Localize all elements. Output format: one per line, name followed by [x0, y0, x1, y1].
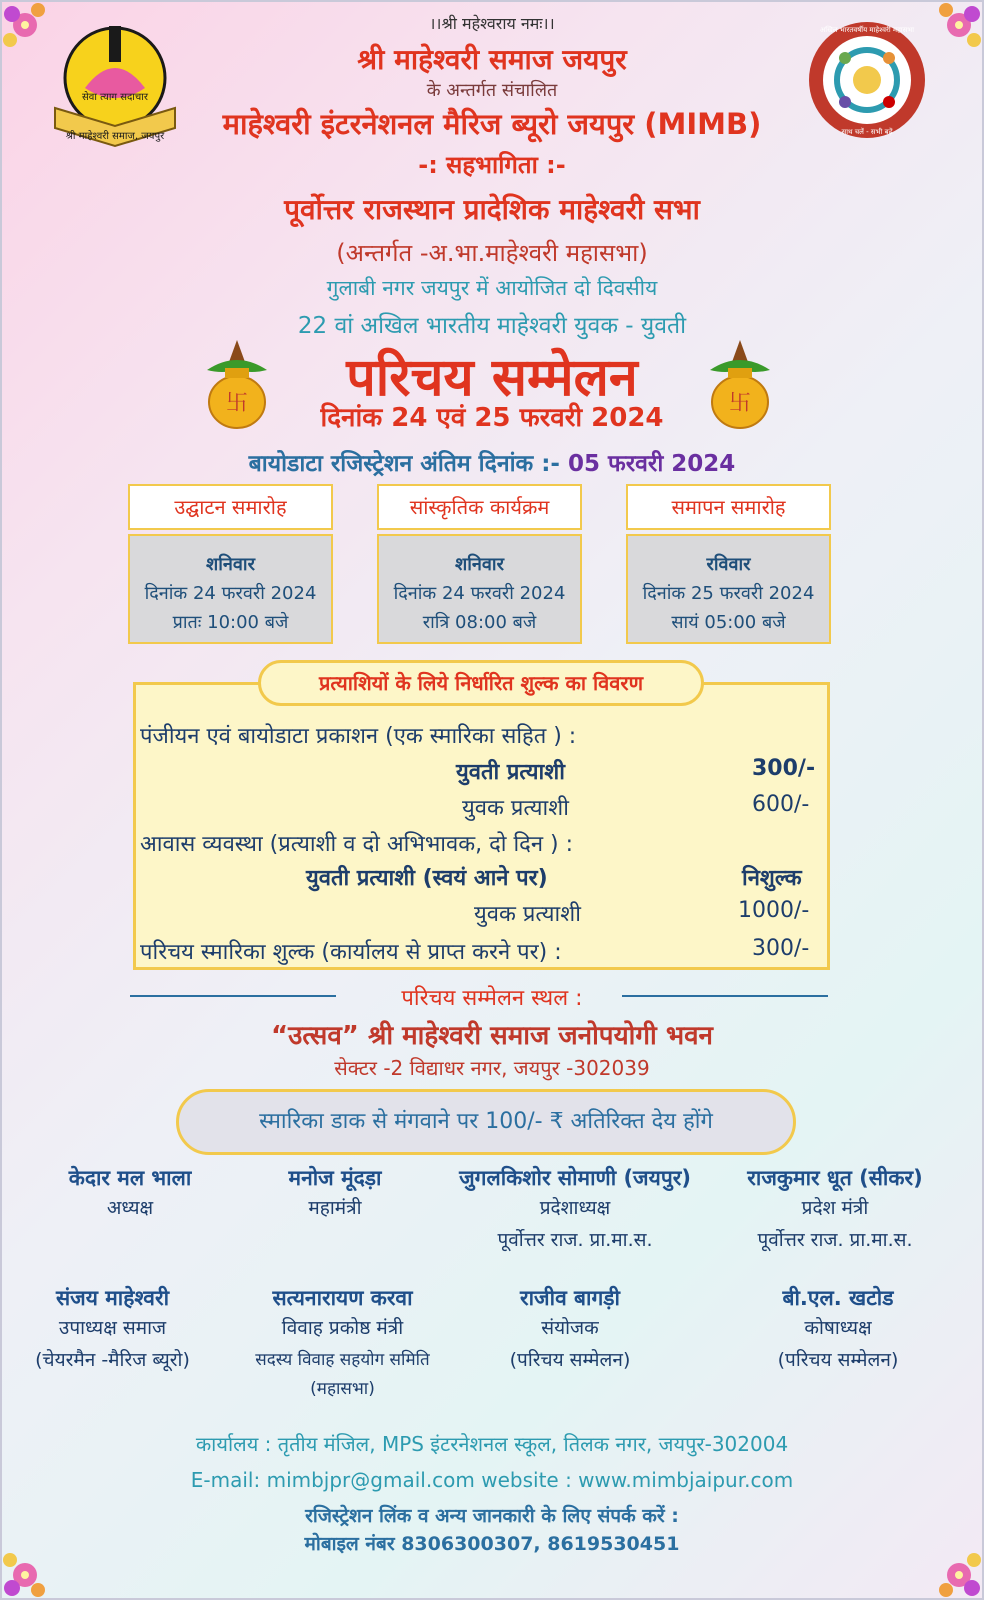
event-time: प्रातः 10:00 बजे: [172, 612, 289, 633]
mimb-title: माहेश्वरी इंटरनेशनल मैरिज ब्यूरो जयपुर (MIMB): [222, 107, 762, 141]
fee-stay-female-label: युवती प्रत्याशी (स्वयं आने पर): [306, 866, 548, 891]
person-name: संजय माहेश्वरी: [55, 1286, 170, 1310]
edition-text: 22 वां अखिल भारतीय माहेश्वरी युवक - युवती: [297, 313, 687, 339]
person-card: [722, 1164, 948, 1256]
event-time: रात्रि 08:00 बजे: [422, 612, 537, 633]
fee-smarika-label: परिचय स्मारिका शुल्क (कार्यालय से प्राप्त करने पर) :: [140, 940, 562, 965]
person-role: उपाध्यक्ष समाज: [58, 1317, 167, 1339]
event-card-cultural: [377, 534, 582, 644]
event-date: दिनांक 24 फरवरी 2024: [393, 583, 566, 604]
person-role: संयोजक: [541, 1317, 599, 1339]
fee-reg-male-label: युवक प्रत्याशी: [462, 796, 569, 821]
event-day: शनिवार: [206, 554, 255, 575]
event-card-closing: [626, 534, 831, 644]
person-card: [225, 1284, 460, 1402]
shloka: ।।श्री महेश्वराय नमः।।: [429, 14, 555, 33]
postal-notice: स्मारिका डाक से मंगवाने पर 100/- ₹ अतिरिक्त देय होंगे: [176, 1089, 796, 1155]
fee-reg-female-amount: 300/-: [752, 756, 816, 781]
contact-email-website[interactable]: E-mail: mimbjpr@gmail.com website : www.mimbjaipur.com: [190, 1468, 794, 1492]
person-name: राजकुमार धूत (सीकर): [747, 1166, 923, 1190]
person-card: [5, 1284, 220, 1376]
kalash-icon: [197, 340, 277, 435]
person-org: (परिचय सम्मेलन): [509, 1349, 631, 1371]
fee-smarika-amount: 300/-: [752, 936, 810, 961]
fee-stay-label: आवास व्यवस्था (प्रत्याशी व दो अभिभावक, दो दिन ) :: [140, 832, 574, 857]
fee-details-title: प्रत्याशियों के लिये निर्धारित शुल्क का विवरण: [258, 660, 704, 706]
fee-stay-male-amount: 1000/-: [738, 898, 810, 923]
office-address: कार्यालय : तृतीय मंजिल, MPS इंटरनेशनल स्कूल, तिलक नगर, जयपुर-302004: [195, 1432, 789, 1456]
event-day: शनिवार: [455, 554, 504, 575]
person-name: मनोज मूंदड़ा: [288, 1166, 382, 1190]
svg-text:卐: 卐: [225, 391, 249, 416]
logo-left-caption: श्री माहेश्वरी समाज, जयपुर: [65, 131, 165, 142]
sabha-title: पूर्वोत्तर राजस्थान प्रादेशिक माहेश्वरी सभा: [284, 193, 700, 226]
person-card: [240, 1164, 430, 1224]
event-date: दिनांक 25 फरवरी 2024: [642, 583, 815, 604]
samaj-title: श्री माहेश्वरी समाज जयपुर: [357, 43, 627, 76]
venue-name: “उत्सव” श्री माहेश्वरी समाज जनोपयोगी भवन: [271, 1021, 713, 1051]
fee-stay-female-amount: निशुल्क: [742, 866, 802, 891]
person-card: [738, 1284, 938, 1376]
person-org-sub: (महासभा): [310, 1379, 375, 1399]
person-org: पूर्वोत्तर राज. प्रा.मा.स.: [757, 1229, 913, 1251]
event-date: दिनांक 24 फरवरी 2024: [144, 583, 317, 604]
antargat-text: के अन्तर्गत संचालित: [426, 80, 558, 101]
person-role: अध्यक्ष: [106, 1197, 154, 1219]
fee-registration-label: पंजीयन एवं बायोडाटा प्रकाशन (एक स्मारिका सहित ) :: [140, 724, 577, 749]
venue-address: सेक्टर -2 विद्याधर नगर, जयपुर -302039: [334, 1056, 650, 1080]
kalash-icon: [700, 340, 780, 435]
event-title: परिचय सम्मेलन: [346, 348, 638, 408]
event-title-closing: समापन समारोह: [626, 484, 831, 530]
fee-stay-male-label: युवक प्रत्याशी: [474, 902, 581, 927]
person-card: [470, 1284, 670, 1376]
svg-text:卐: 卐: [728, 391, 752, 416]
event-title-inauguration: उद्घाटन समारोह: [128, 484, 333, 530]
person-role: महामंत्री: [308, 1197, 362, 1219]
registration-contact-text: रजिस्ट्रेशन लिंक व अन्य जानकारी के लिए संपर्क करें :: [305, 1505, 679, 1527]
fee-reg-female-label: युवती प्रत्याशी: [456, 760, 565, 785]
person-card: [430, 1164, 720, 1256]
mahasabha-subtitle: (अन्तर्गत -अ.भा.माहेश्वरी महासभा): [336, 239, 648, 267]
person-org: (परिचय सम्मेलन): [777, 1349, 899, 1371]
person-org: सदस्य विवाह सहयोग समिति: [255, 1350, 430, 1370]
mobile-numbers[interactable]: मोबाइल नंबर 8306300307, 8619530451: [304, 1533, 680, 1555]
logo-left-text: सेवा त्याग सदाचार: [82, 92, 148, 103]
venue-label: परिचय सम्मेलन स्थल :: [401, 986, 583, 1011]
event-time: सायं 05:00 बजे: [671, 612, 786, 633]
logo-right-caption: साथ चलें - सभी बढ़ें: [841, 128, 893, 136]
person-name: राजीव बागड़ी: [520, 1286, 620, 1310]
registration-label: बायोडाटा रजिस्ट्रेशन अंतिम दिनांक :-: [248, 451, 560, 477]
person-org: (चेयरमैन -मैरिज ब्यूरो): [35, 1349, 190, 1371]
event-day: रविवार: [706, 554, 751, 575]
person-name: बी.एल. खटोड: [782, 1286, 894, 1310]
person-name: सत्यनारायण करवा: [272, 1286, 413, 1310]
event-card-inauguration: [128, 534, 333, 644]
sahbhagita-heading: -: सहभागिता :-: [418, 151, 566, 179]
person-name: केदार मल भाला: [68, 1166, 192, 1190]
gulabi-nagar-text: गुलाबी नगर जयपुर में आयोजित दो दिवसीय: [326, 276, 658, 300]
person-role: प्रदेशाध्यक्ष: [539, 1197, 611, 1219]
person-role: विवाह प्रकोष्ठ मंत्री: [281, 1317, 404, 1339]
fee-reg-male-amount: 600/-: [752, 792, 810, 817]
person-name: जुगलकिशोर सोमाणी (जयपुर): [459, 1166, 691, 1190]
person-role: प्रदेश मंत्री: [801, 1197, 869, 1219]
registration-deadline: [0, 446, 984, 478]
event-dates: दिनांक 24 एवं 25 फरवरी 2024: [320, 403, 664, 433]
event-title-cultural: सांस्कृतिक कार्यक्रम: [377, 484, 582, 530]
person-org: पूर्वोत्तर राज. प्रा.मा.स.: [497, 1229, 653, 1251]
registration-date: 05 फरवरी 2024: [567, 451, 736, 477]
logo-right-text: अखिल भारतवर्षीय माहेश्वरी महासभा: [819, 26, 915, 34]
person-role: कोषाध्यक्ष: [804, 1317, 872, 1339]
person-card: [30, 1164, 230, 1224]
